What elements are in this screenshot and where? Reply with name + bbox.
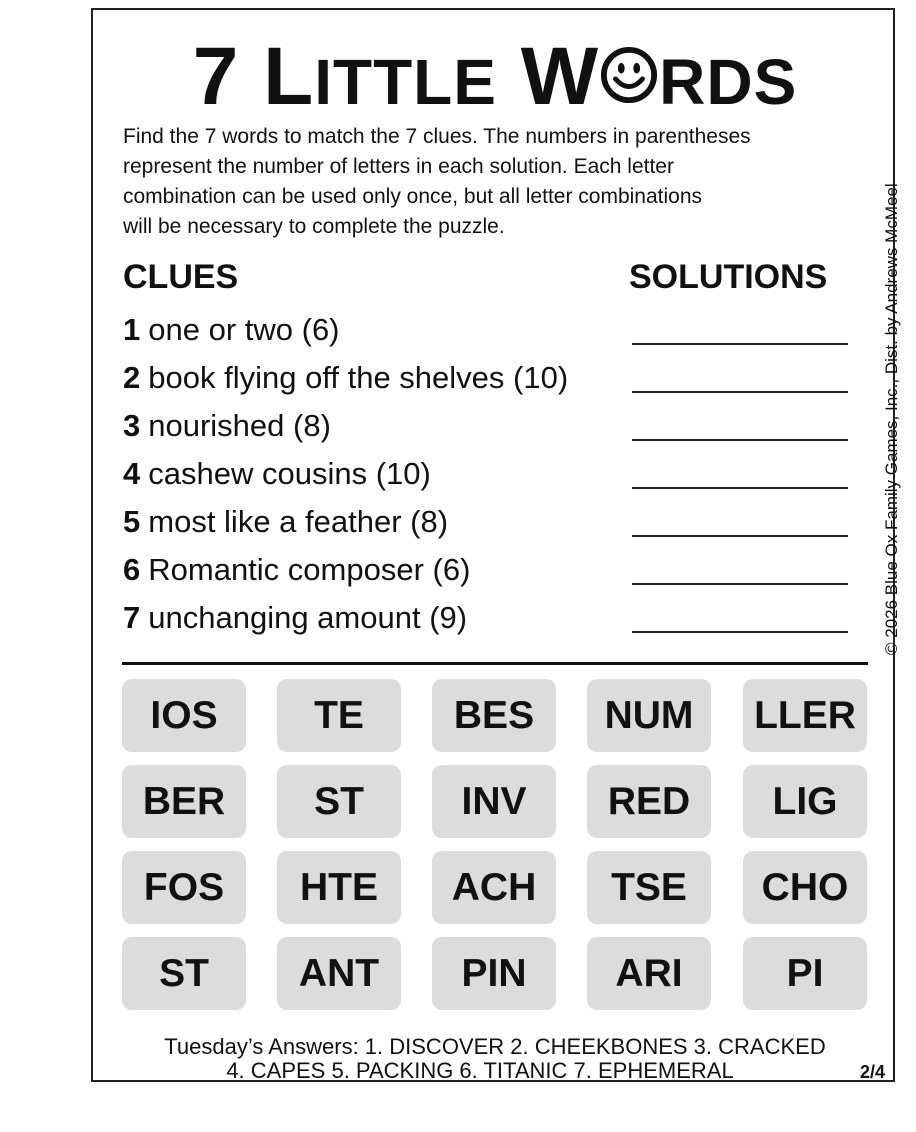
title-initial-l: L xyxy=(263,31,315,122)
clue-3 xyxy=(123,408,331,444)
clue-text: Romantic composer (6) xyxy=(148,552,471,587)
clue-number: 7 xyxy=(123,600,141,635)
title-numeral: 7 xyxy=(192,31,240,122)
smiley-face-icon xyxy=(600,46,658,104)
letter-tile[interactable]: ST xyxy=(277,765,401,838)
clue-number: 2 xyxy=(123,360,141,395)
letter-tile[interactable]: ACH xyxy=(432,851,556,924)
title-initial-w: W xyxy=(520,31,600,122)
clue-1 xyxy=(123,312,340,348)
letter-tile[interactable]: PIN xyxy=(432,937,556,1010)
letter-tile[interactable]: PI xyxy=(743,937,867,1010)
puzzle-date: 2/4 xyxy=(859,1062,885,1082)
clue-number: 3 xyxy=(123,408,141,443)
letter-tile[interactable]: INV xyxy=(432,765,556,838)
solution-line-3[interactable] xyxy=(632,439,848,441)
puzzle-frame xyxy=(91,8,895,1082)
letter-tile[interactable]: NUM xyxy=(587,679,711,752)
letter-tile[interactable]: LLER xyxy=(743,679,867,752)
clue-number: 1 xyxy=(123,312,141,347)
instructions xyxy=(123,122,873,242)
letter-tile[interactable]: TSE xyxy=(587,851,711,924)
solution-line-7[interactable] xyxy=(632,631,848,633)
previous-answers xyxy=(93,1035,897,1083)
letter-tile[interactable]: ST xyxy=(122,937,246,1010)
clue-text: one or two (6) xyxy=(148,312,340,347)
instructions-line: combination can be used only once, but all letter combinations xyxy=(123,185,703,208)
answers-line-2: 4. CAPES 5. PACKING 6. TITANIC 7. EPHEMERAL xyxy=(226,1058,734,1083)
clue-number: 5 xyxy=(123,504,141,539)
letter-tile[interactable]: BES xyxy=(432,679,556,752)
instructions-line: Find the 7 words to match the 7 clues. The numbers in parentheses xyxy=(123,125,751,148)
instructions-line: represent the number of letters in each solution. Each letter xyxy=(123,155,674,178)
clue-text: most like a feather (8) xyxy=(148,504,449,539)
clues-header: CLUES xyxy=(123,258,239,296)
clue-6 xyxy=(123,552,470,588)
solution-line-1[interactable] xyxy=(632,343,848,345)
clue-text: unchanging amount (9) xyxy=(148,600,468,635)
letter-tile[interactable]: FOS xyxy=(122,851,246,924)
title-rest-rds: RDS xyxy=(659,46,798,118)
clue-text: book flying off the shelves (10) xyxy=(148,360,569,395)
answers-line-1: Tuesday’s Answers: 1. DISCOVER 2. CHEEKBONES 3. CRACKED xyxy=(164,1034,826,1059)
clue-text: nourished (8) xyxy=(148,408,331,443)
solution-line-2[interactable] xyxy=(632,391,848,393)
solution-line-6[interactable] xyxy=(632,583,848,585)
title-rest-ittle: ITTLE xyxy=(314,46,497,118)
letter-tile[interactable]: ANT xyxy=(277,937,401,1010)
solution-line-4[interactable] xyxy=(632,487,848,489)
letter-tile[interactable]: LIG xyxy=(743,765,867,838)
letter-tile[interactable]: ARI xyxy=(587,937,711,1010)
clue-4 xyxy=(123,456,431,492)
clue-7 xyxy=(123,600,467,636)
clue-5 xyxy=(123,504,448,540)
puzzle-title xyxy=(93,31,897,122)
section-divider xyxy=(122,662,868,665)
solution-line-5[interactable] xyxy=(632,535,848,537)
letter-tile[interactable]: HTE xyxy=(277,851,401,924)
clue-2 xyxy=(123,360,568,396)
letter-tile[interactable]: IOS xyxy=(122,679,246,752)
letter-tile[interactable]: RED xyxy=(587,765,711,838)
letter-tile[interactable]: BER xyxy=(122,765,246,838)
clue-text: cashew cousins (10) xyxy=(148,456,431,491)
solutions-header: SOLUTIONS xyxy=(629,258,828,296)
instructions-line: will be necessary to complete the puzzle. xyxy=(123,215,505,238)
letter-tile[interactable]: TE xyxy=(277,679,401,752)
clue-number: 6 xyxy=(123,552,141,587)
letter-tile[interactable]: CHO xyxy=(743,851,867,924)
clue-number: 4 xyxy=(123,456,141,491)
copyright-notice: © 2026 Blue Ox Family Games, Inc., Dist. by Andrews McMeel xyxy=(882,183,901,655)
